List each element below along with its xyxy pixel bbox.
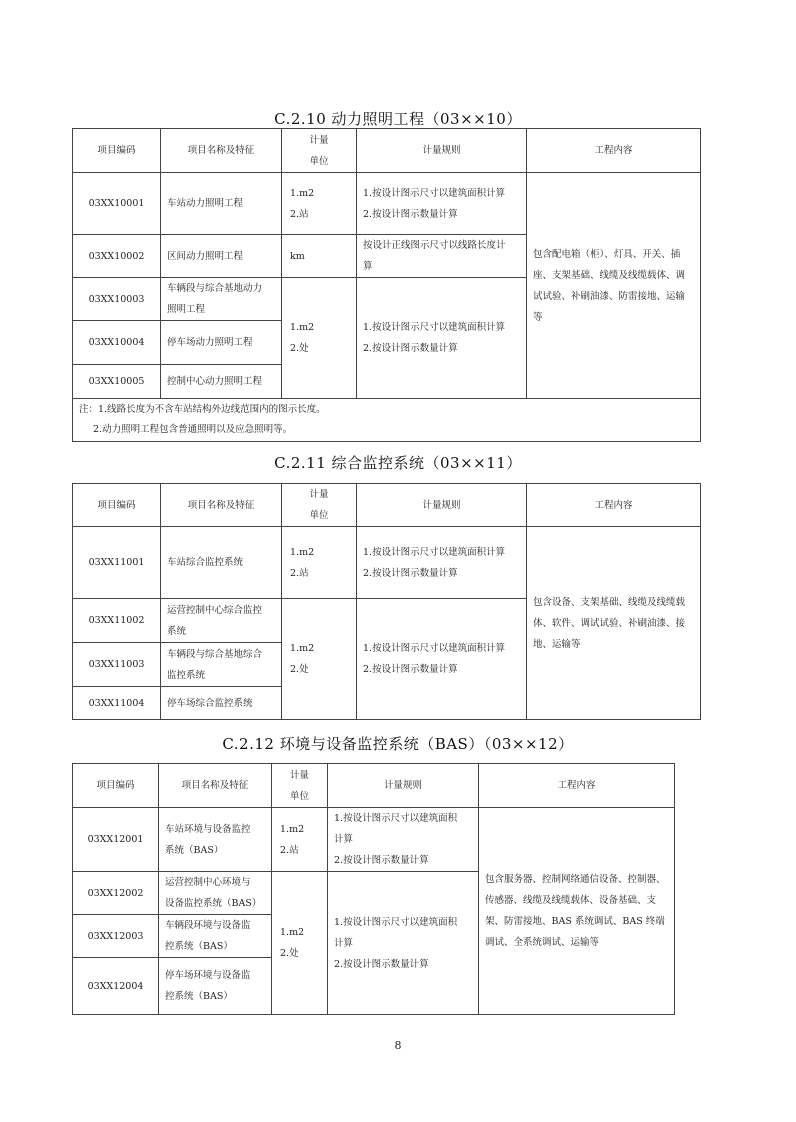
item-name: 运营控制中心综合监控 系统 bbox=[161, 599, 282, 643]
header-unit: 计量 单位 bbox=[272, 764, 328, 808]
item-code: 03XX10002 bbox=[73, 235, 161, 278]
table-row bbox=[73, 173, 701, 235]
header-content: 工程内容 bbox=[527, 484, 701, 527]
group-unit: 1.m2 2.处 bbox=[272, 872, 328, 1015]
header-rule: 计量规则 bbox=[328, 764, 479, 808]
header-name: 项目名称及特征 bbox=[161, 129, 282, 173]
item-name: 区间动力照明工程 bbox=[161, 235, 282, 278]
item-unit: 1.m2 2.站 bbox=[282, 173, 357, 235]
item-code: 03XX10004 bbox=[73, 321, 161, 365]
item-name: 车站综合监控系统 bbox=[161, 527, 282, 599]
item-code: 03XX10003 bbox=[73, 278, 161, 321]
section-title-c211: C.2.11 综合监控系统（03××11） bbox=[274, 454, 522, 472]
header-rule: 计量规则 bbox=[357, 129, 527, 173]
group-unit: 1.m2 2.处 bbox=[282, 278, 357, 399]
item-code: 03XX12001 bbox=[73, 808, 159, 872]
section-title-c210: C.2.10 动力照明工程（03××10） bbox=[274, 110, 522, 128]
item-code: 03XX11002 bbox=[73, 599, 161, 643]
item-code: 03XX12004 bbox=[73, 958, 159, 1015]
header-content: 工程内容 bbox=[479, 764, 675, 808]
header-name: 项目名称及特征 bbox=[161, 484, 282, 527]
header-unit: 计量 单位 bbox=[282, 129, 357, 173]
header-code: 项目编码 bbox=[73, 764, 159, 808]
item-name: 运营控制中心环境与 设备监控系统（BAS） bbox=[159, 872, 272, 915]
item-name: 车辆段环境与设备监 控系统（BAS） bbox=[159, 915, 272, 958]
group-rule: 1.按设计图示尺寸以建筑面积计算 2.按设计图示数量计算 bbox=[357, 599, 527, 720]
item-code: 03XX11003 bbox=[73, 643, 161, 687]
table-header-row bbox=[73, 129, 701, 173]
item-unit: km bbox=[282, 235, 357, 278]
item-name: 车站环境与设备监控 系统（BAS） bbox=[159, 808, 272, 872]
item-unit: 1.m2 2.站 bbox=[272, 808, 328, 872]
item-rule: 1.按设计图示尺寸以建筑面积计算 2.按设计图示数量计算 bbox=[357, 173, 527, 235]
item-name: 控制中心动力照明工程 bbox=[161, 365, 282, 399]
item-code: 03XX12003 bbox=[73, 915, 159, 958]
work-content: 包含设备、支架基础、线缆及线缆载 体、软件、调试试验、补刷油漆、接 地、运输等 bbox=[527, 527, 701, 720]
item-code: 03XX10001 bbox=[73, 173, 161, 235]
item-name: 停车场综合监控系统 bbox=[161, 687, 282, 720]
item-name: 车辆段与综合基地综合 监控系统 bbox=[161, 643, 282, 687]
work-content: 包含服务器、控制网络通信设备、控制器、 传感器、线缆及线缆载体、设备基础、支 架、防雷接地、BAS 系统调试、BAS 终端 调试、全系统调试、运输等 bbox=[479, 808, 675, 1015]
item-name: 停车场环境与设备监 控系统（BAS） bbox=[159, 958, 272, 1015]
item-name: 停车场动力照明工程 bbox=[161, 321, 282, 365]
table-header-row bbox=[73, 764, 675, 808]
header-code: 项目编码 bbox=[73, 484, 161, 527]
table-c211 bbox=[72, 483, 701, 720]
table-c210 bbox=[72, 128, 701, 442]
header-unit: 计量 单位 bbox=[282, 484, 357, 527]
table-c212 bbox=[72, 763, 675, 1015]
item-code: 03XX11001 bbox=[73, 527, 161, 599]
item-rule: 1.按设计图示尺寸以建筑面积 计算 2.按设计图示数量计算 bbox=[328, 808, 479, 872]
table-row bbox=[73, 808, 675, 872]
section-title-c212: C.2.12 环境与设备监控系统（BAS）（03××12） bbox=[222, 735, 574, 753]
table-header-row bbox=[73, 484, 701, 527]
item-name: 车辆段与综合基地动力 照明工程 bbox=[161, 278, 282, 321]
work-content: 包含配电箱（柜）、灯具、开关、插 座、支架基础、线缆及线缆载体、调 试试验、补刷油漆、防雷接地、运输 等 bbox=[527, 173, 701, 399]
header-code: 项目编码 bbox=[73, 129, 161, 173]
header-content: 工程内容 bbox=[527, 129, 701, 173]
header-rule: 计量规则 bbox=[357, 484, 527, 527]
table-notes: 注：1.线路长度为不含车站结构外边线范围内的图示长度。 2.动力照明工程包含普通照明以及应急照明等。 bbox=[73, 399, 701, 442]
header-name: 项目名称及特征 bbox=[159, 764, 272, 808]
group-unit: 1.m2 2.处 bbox=[282, 599, 357, 720]
item-rule: 1.按设计图示尺寸以建筑面积计算 2.按设计图示数量计算 bbox=[357, 527, 527, 599]
table-row bbox=[73, 527, 701, 599]
item-code: 03XX12002 bbox=[73, 872, 159, 915]
group-rule: 1.按设计图示尺寸以建筑面积 计算 2.按设计图示数量计算 bbox=[328, 872, 479, 1015]
item-code: 03XX11004 bbox=[73, 687, 161, 720]
notes-row bbox=[73, 399, 701, 442]
item-name: 车站动力照明工程 bbox=[161, 173, 282, 235]
item-unit: 1.m2 2.站 bbox=[282, 527, 357, 599]
page-number: 8 bbox=[394, 1039, 402, 1052]
group-rule: 1.按设计图示尺寸以建筑面积计算 2.按设计图示数量计算 bbox=[357, 278, 527, 399]
item-rule: 按设计正线图示尺寸以线路长度计 算 bbox=[357, 235, 527, 278]
item-code: 03XX10005 bbox=[73, 365, 161, 399]
